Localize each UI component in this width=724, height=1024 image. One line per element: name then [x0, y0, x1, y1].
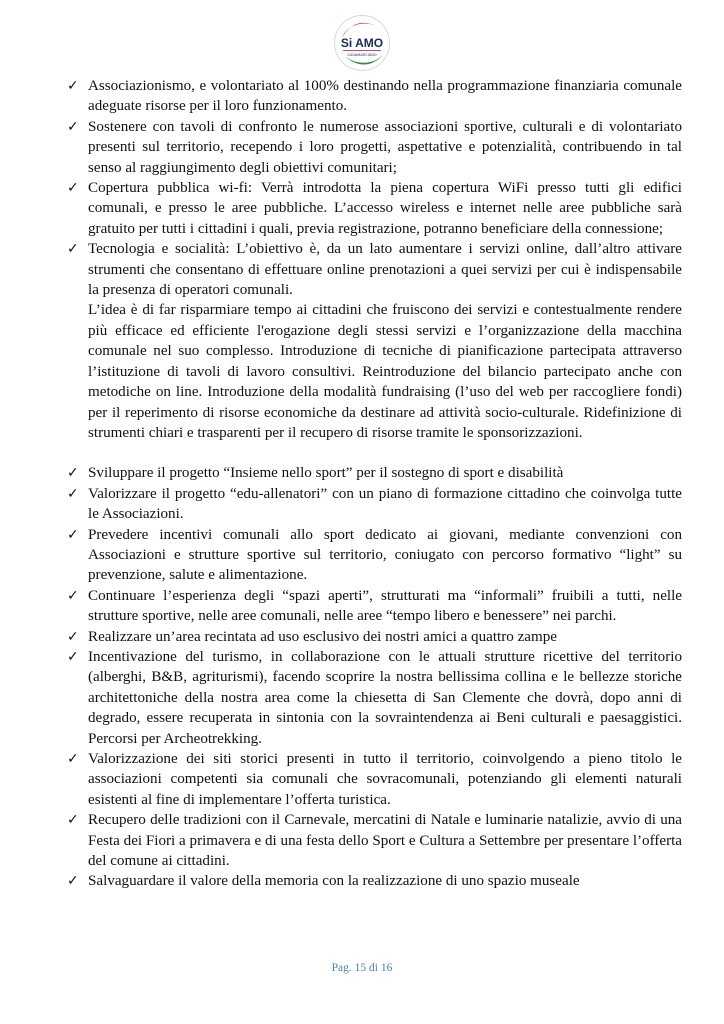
paragraph-gap [66, 443, 682, 463]
bullet-text: Sviluppare il progetto “Insieme nello sport” per il sostegno di sport e disabilità [88, 465, 564, 482]
checkmark-icon: ✓ [67, 118, 79, 135]
checkmark-icon: ✓ [67, 873, 79, 890]
checkmark-icon: ✓ [67, 648, 79, 665]
bullet-text: Valorizzazione dei siti storici presenti in tutto il territorio, coinvolgendo a pieno titolo le associazioni competenti sia comunali che sovracomunali, potenziando gli elementi naturali esistenti al fine di implementare l’offerta turistica. [88, 751, 682, 808]
bullet-text: Copertura pubblica wi-fi: Verrà introdotta la piena copertura WiFi presso tutti gli edifici comunali, e presso le aree pubbliche. L’accesso wireless e internet nelle aree pubbliche sarà gratuito per tutti i cittadini i quali, previa registrazione, potranno beneficiare della connessione; [88, 180, 682, 237]
bullet-item [66, 627, 682, 647]
bullet-list-a [66, 76, 682, 443]
bullet-text: L’idea è di far risparmiare tempo ai cittadini che fruiscono dei servizi e contestualmente rendere più efficace ed efficiente l'erogazione degli stessi servizi e l’organizzazione della macchina comunale nel suo complesso. Introduzione di tecniche di pianificazione partecipata attraverso l’istituzione di tavoli di lavoro consultivi. Reintroduzione del bilancio partecipato anche con metodiche on line. Introduzione della modalità fundraising (l’uso del web per raccogliere fondi) per il reperimento di risorse economiche da destinare ad attività socio-culturale. Ridefinizione di strumenti chiari e trasparenti per il recupero di risorse tramite le sponsorizzazioni. [88, 302, 682, 441]
bullet-item [66, 586, 682, 627]
checkmark-icon: ✓ [67, 751, 79, 767]
checkmark-icon: ✓ [67, 180, 79, 197]
checkmark-icon: ✓ [67, 241, 79, 258]
bullet-item [66, 178, 682, 239]
bullet-text: Realizzare un’area recintata ad uso esclusivo dei nostri amici a quattro zampe [88, 628, 557, 645]
bullet-text: Recupero delle tradizioni con il Carnevale, mercatini di Natale e luminarie natalizie, avvio di una Festa dei Fiori a primavera e di una festa dello Sport e Cultura a Settembre per presentare l’offerta del comune ai cittadini. [88, 812, 682, 870]
bullet-text: Incentivazione del turismo, in collaborazione con le attuali strutture ricettive del territorio (alberghi, B&B, agriturismi), facendo scoprire la nostra bellissima collina e le bellezze storiche architettoniche della nostra area come la chiesetta di San Clemente che dovrà, dopo anni di degrado, essere recuperata in sintonia con la sovraintendenza ai Beni culturali e paesaggistici. Percorsi per Archeotrekking. [88, 648, 682, 747]
bullet-item [66, 239, 682, 443]
bullet-text: Associazionismo, e volontariato al 100% destinando nella programmazione finanziaria comunale adeguate risorse per il loro funzionamento. [88, 78, 682, 115]
checkmark-icon: ✓ [67, 465, 79, 482]
bullet-text: Continuare l’esperienza degli “spazi aperti”, strutturati ma “informali” fruibili a tutti, nelle strutture sportive, nelle aree comunali, nelle aree “tempo libero e benessere” nei parchi. [88, 587, 682, 625]
bullet-item [66, 647, 682, 749]
bullet-list-b [66, 463, 682, 892]
bullet-item [66, 810, 682, 871]
document-body [66, 76, 682, 892]
page-number: Pag. 15 di 16 [331, 962, 393, 974]
logo-subtext: CASAMARCIANO [347, 53, 377, 57]
bullet-item [66, 749, 682, 810]
checkmark-icon: ✓ [67, 812, 79, 829]
checkmark-icon: ✓ [67, 587, 79, 604]
bullet-item [66, 484, 682, 525]
checkmark-icon: ✓ [67, 628, 79, 645]
checkmark-icon: ✓ [67, 78, 79, 94]
checkmark-icon: ✓ [67, 526, 79, 543]
bullet-text: Valorizzare il progetto “edu-allenatori” con un piano di formazione cittadino che coinvolga tutte le Associazioni. [88, 485, 682, 523]
siamo-logo [333, 14, 391, 72]
logo-text: Si AMO [340, 36, 384, 50]
checkmark-icon: ✓ [67, 485, 79, 502]
bullet-item [66, 76, 682, 117]
bullet-item [66, 525, 682, 586]
bullet-item [66, 463, 682, 483]
bullet-text: Salvaguardare il valore della memoria con la realizzazione di uno spazio museale [88, 873, 580, 890]
bullet-text: Tecnologia e socialità: L’obiettivo è, da un lato aumentare i servizi online, dall’altro attivare strumenti che consentano di effettuare online prenotazioni a quei servizi per cui è indispensabile la presenza di operatori comunali. [88, 241, 682, 299]
bullet-text: Sostenere con tavoli di confronto le numerose associazioni sportive, culturali e di volontariato presenti sul territorio, recependo i loro progetti, aspettative e potenzialità, contribuendo in tal senso al raggiungimento degli obiettivi comunitari; [88, 118, 682, 176]
bullet-item [66, 117, 682, 178]
bullet-text: Prevedere incentivi comunali allo sport dedicato ai giovani, mediante convenzioni con Associazioni e strutture sportive sul territorio, coniugato con percorso formativo “light” su prevenzione, salute e alimentazione. [88, 526, 682, 584]
bullet-item [66, 871, 682, 891]
